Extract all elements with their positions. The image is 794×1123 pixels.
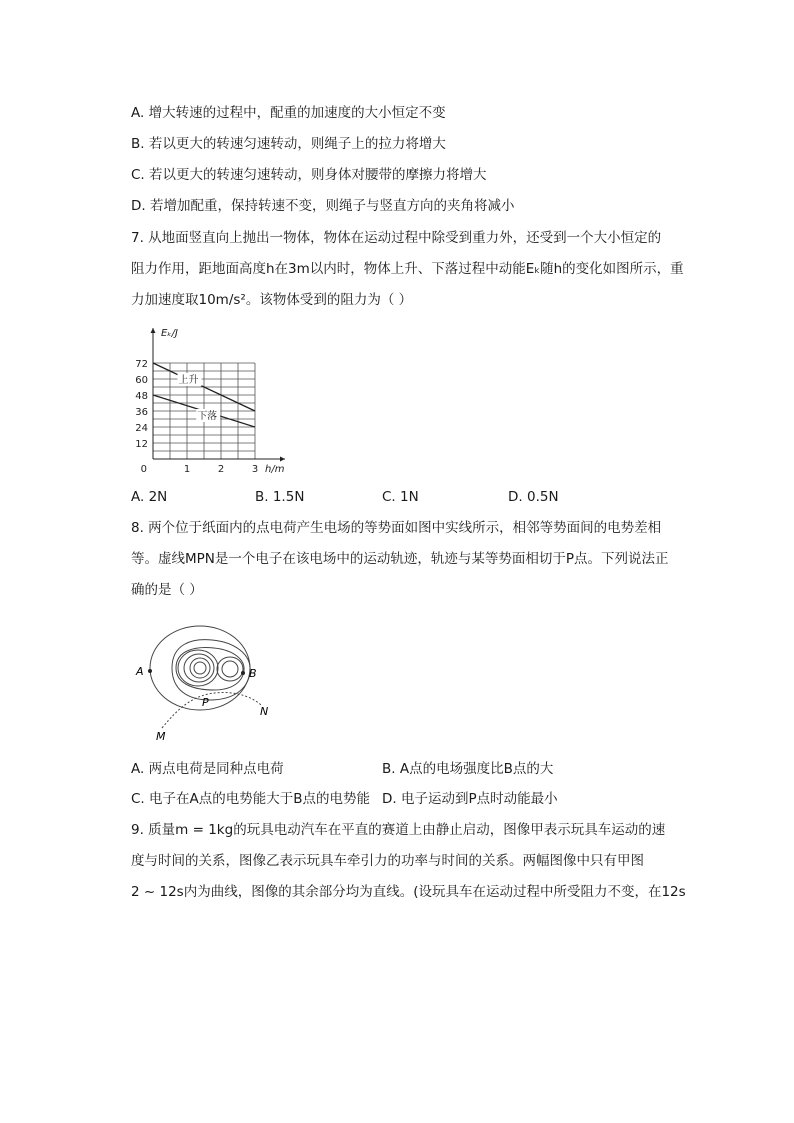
x-axis-arrow <box>280 457 285 462</box>
series-label-rise: 上升 <box>178 375 199 386</box>
label-n: N <box>260 705 269 718</box>
q9-text-line1: 9. 质量m = 1kg的玩具电动汽车在平直的赛道上由静止启动，图像甲表示玩具车运动的速 <box>131 822 666 838</box>
y-tick-label: 72 <box>135 359 148 370</box>
label-b: B <box>249 667 257 680</box>
y-tick-label: 12 <box>135 439 148 450</box>
equipotential-right-1 <box>222 661 238 677</box>
origin-label: 0 <box>140 464 147 474</box>
q8-text-line2: 等。虚线MPN是一个电子在该电场中的运动轨迹，轨迹与某等势面相切于P点。下列说法正 <box>131 551 669 567</box>
q7-text-line2: 阻力作用，距地面高度h在3m以内时，物体上升、下落过程中动能Eₖ随h的变化如图所示，重 <box>131 261 684 277</box>
energy-height-chart-svg <box>128 322 308 474</box>
q6-option-a: A. 增大转速的过程中，配重的加速度的大小恒定不变 <box>131 105 446 121</box>
x-tick-label: 2 <box>217 464 225 474</box>
q7-text-line1: 7. 从地面竖直向上抛出一物体，物体在运动过程中除受到重力外，还受到一个大小恒定的 <box>131 230 662 246</box>
y-tick-label: 36 <box>135 407 148 418</box>
q8-text-line3: 确的是（ ） <box>131 582 203 598</box>
equipotential-left-1 <box>190 658 210 678</box>
q8-option-a: A. 两点电荷是同种点电荷 <box>131 761 284 777</box>
q6-option-c: C. 若以更大的转速匀速转动，则身体对腰带的摩擦力将增大 <box>131 167 487 183</box>
equipotential-outer <box>150 626 250 710</box>
label-a: A <box>136 665 144 678</box>
y-axis-arrow <box>151 328 156 333</box>
q6-option-d: D. 若增加配重，保持转速不变，则绳子与竖直方向的夹角将减小 <box>131 198 515 214</box>
y-tick-label: 60 <box>135 375 148 386</box>
q9-text-line3: 2 ~ 12s内为曲线，图像的其余部分均为直线。(设玩具车在运动过程中所受阻力不变，在12s <box>131 884 686 900</box>
q8-option-c: C. 电子在A点的电势能大于B点的电势能 <box>131 791 371 807</box>
y-tick-label: 48 <box>135 391 148 402</box>
y-tick-label: 24 <box>135 423 148 434</box>
q7-energy-chart <box>128 322 308 478</box>
label-p: P <box>202 696 209 709</box>
q6-option-b: B. 若以更大的转速匀速转动，则绳子上的拉力将增大 <box>131 136 446 152</box>
q8-equipotential-figure <box>130 616 280 750</box>
point-a-dot <box>148 669 152 673</box>
q7-option-d: D. 0.5N <box>508 489 559 505</box>
label-m: M <box>156 730 166 743</box>
q8-option-b: B. A点的电场强度比B点的大 <box>382 761 554 777</box>
point-b-dot <box>241 671 245 675</box>
q9-text-line2: 度与时间的关系，图像乙表示玩具车牵引力的功率与时间的关系。两幅图像中只有甲图 <box>131 853 644 869</box>
series-label-fall: 下落 <box>197 411 218 422</box>
q7-option-c: C. 1N <box>382 489 419 505</box>
electron-trajectory <box>162 693 262 729</box>
q8-option-d: D. 电子运动到P点时动能最小 <box>382 791 558 807</box>
q7-option-b: B. 1.5N <box>255 489 305 505</box>
q7-text-line3: 力加速度取10m/s²。该物体受到的阻力为（ ） <box>131 292 413 308</box>
q8-text-line1: 8. 两个位于纸面内的点电荷产生电场的等势面如图中实线所示，相邻等势面间的电势差相 <box>131 520 662 536</box>
equipotential-left-0 <box>194 662 206 674</box>
equipotential-svg <box>130 616 280 746</box>
y-axis-label: Eₖ/J <box>161 328 178 339</box>
x-tick-label: 3 <box>251 464 259 474</box>
q7-option-a: A. 2N <box>131 489 168 505</box>
x-tick-label: 1 <box>183 464 191 474</box>
x-axis-label: h/m <box>265 464 285 474</box>
